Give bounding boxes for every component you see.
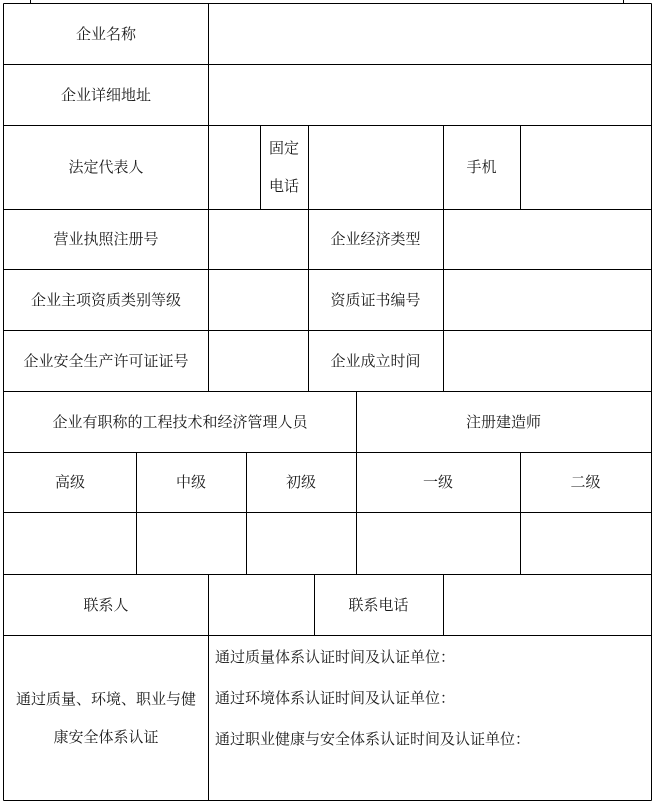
ohs-cert-text: 通过职业健康与安全体系认证时间及认证单位： [215, 729, 531, 748]
company-address-label: 企业详细地址 [60, 85, 151, 104]
contact-phone-label: 联系电话 [348, 595, 409, 614]
reg-architect-header: 注册建造师 [465, 412, 541, 431]
fixed-phone-label-line2: 电话 [268, 177, 299, 195]
legal-rep-label: 法定代表人 [68, 158, 144, 176]
senior-header: 高级 [54, 473, 85, 491]
qual-level-label: 企业主项资质类别等级 [30, 290, 181, 309]
mobile-label: 手机 [466, 158, 497, 176]
intermediate-header: 中级 [175, 473, 206, 491]
grade-one-header: 一级 [422, 473, 453, 491]
env-cert-text: 通过环境体系认证时间及认证单位： [215, 688, 456, 707]
founded-time-label: 企业成立时间 [330, 351, 421, 370]
grade-two-header: 二级 [570, 473, 601, 491]
cert-label-line1: 通过质量、环境、职业与健 [15, 689, 196, 708]
titled-staff-header: 企业有职称的工程技术和经济管理人员 [52, 412, 308, 431]
cert-label-line2: 康安全体系认证 [53, 727, 159, 746]
fixed-phone-label-line1: 固定 [268, 139, 299, 157]
qual-cert-no-label: 资质证书编号 [330, 290, 421, 309]
license-no-label: 营业执照注册号 [53, 230, 159, 248]
contact-label: 联系人 [83, 595, 129, 614]
quality-cert-text: 通过质量体系认证时间及认证单位： [215, 647, 456, 666]
company-name-label: 企业名称 [75, 24, 136, 43]
safety-permit-label: 企业安全生产许可证证号 [23, 351, 189, 370]
econ-type-label: 企业经济类型 [330, 230, 421, 248]
junior-header: 初级 [285, 473, 316, 491]
